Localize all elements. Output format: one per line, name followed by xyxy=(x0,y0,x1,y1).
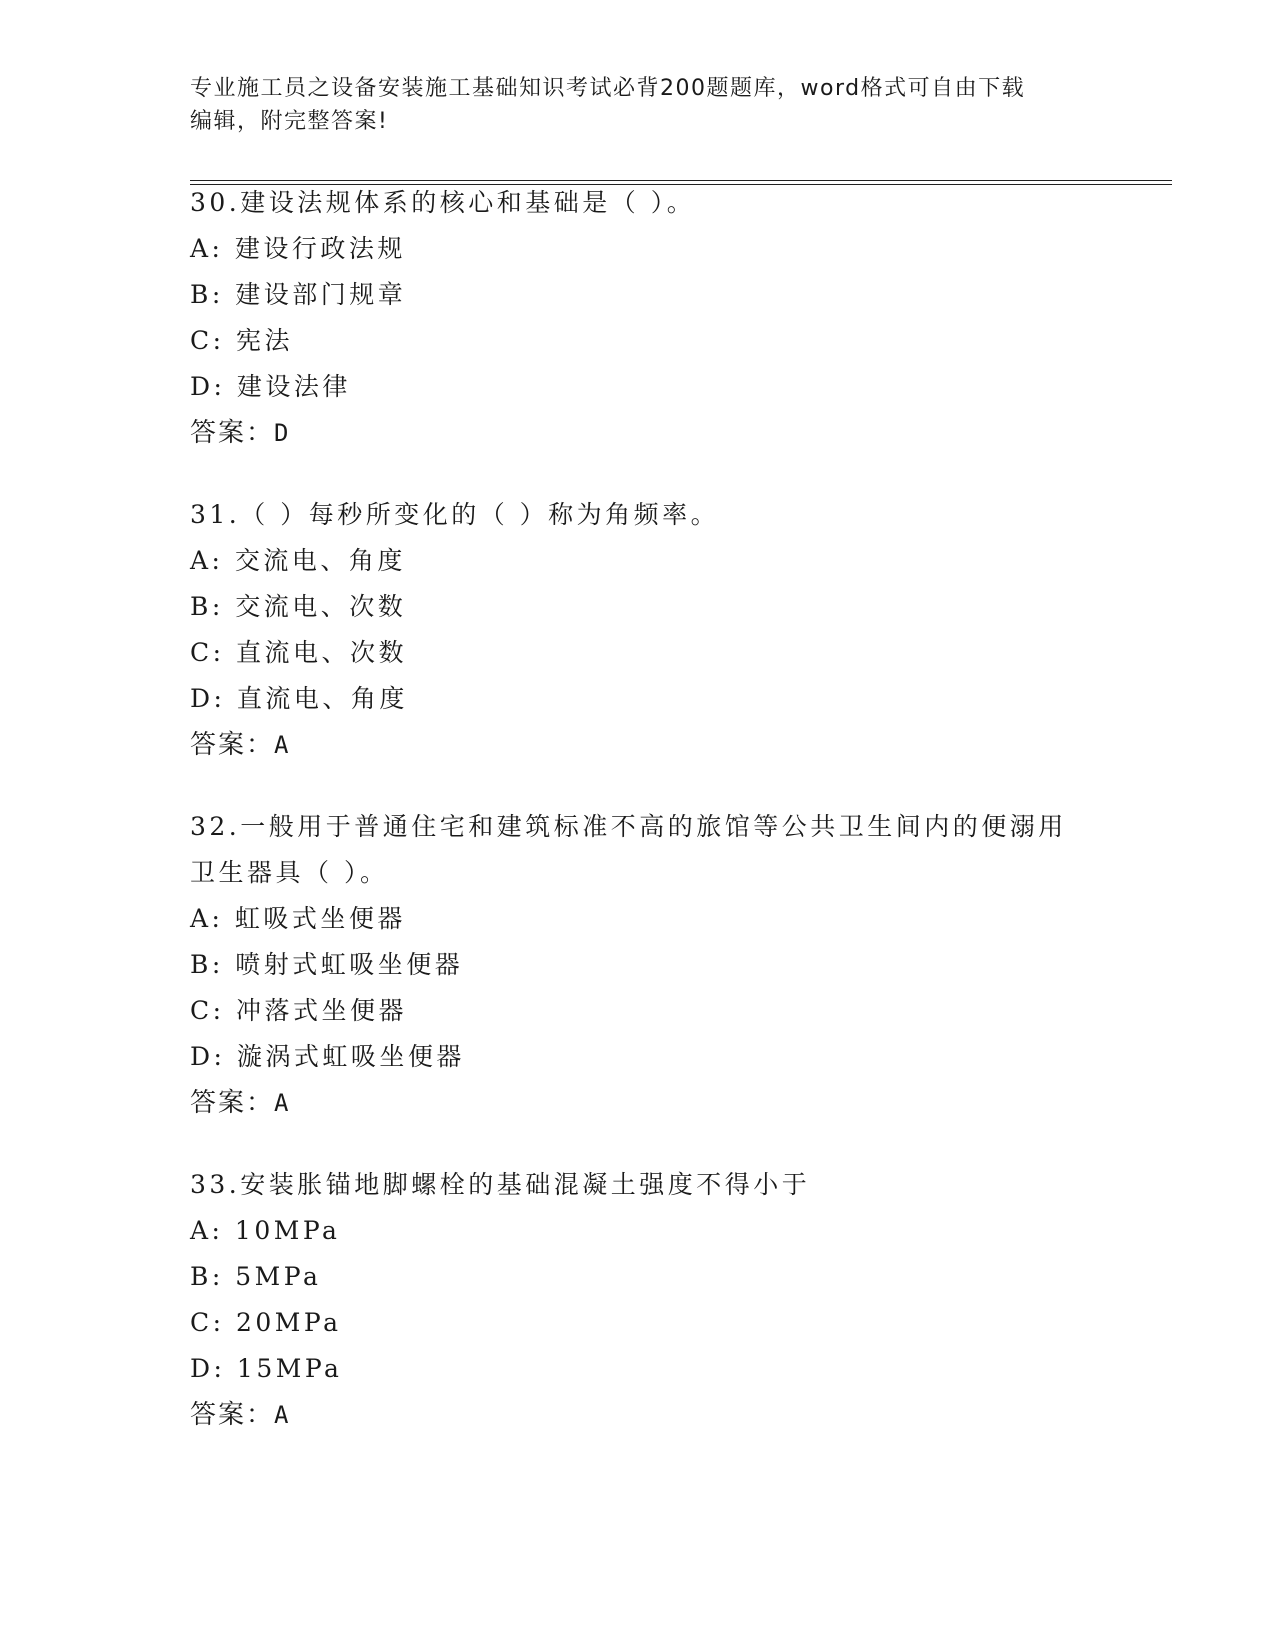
option-d: D: 直流电、角度 xyxy=(190,684,408,713)
question-30 xyxy=(190,180,1090,456)
option-c: C: 直流电、次数 xyxy=(190,638,407,667)
answer-value: A xyxy=(274,1089,291,1117)
option-b: B: 喷射式虹吸坐便器 xyxy=(190,950,464,979)
answer-label: 答案： xyxy=(190,730,275,760)
option-c: C: 冲落式坐便器 xyxy=(190,996,407,1025)
option-b: B: 建设部门规章 xyxy=(190,280,407,309)
option-a: A: 10MPa xyxy=(190,1216,341,1245)
answer-value: A xyxy=(274,1401,291,1429)
document-title: 专业施工员之设备安装施工基础知识考试必背200题题库，word格式可自由下载 编辑，附完整答案! xyxy=(190,76,1026,134)
question-text: 32.一般用于普通住宅和建筑标准不高的旅馆等公共卫生间内的便溺用 卫生器具（ ）。 xyxy=(190,812,1067,887)
answer-label: 答案： xyxy=(190,418,275,448)
option-b: B: 5MPa xyxy=(190,1262,322,1291)
question-text: 33.安装胀锚地脚螺栓的基础混凝土强度不得小于 xyxy=(190,1170,811,1199)
question-text: 30.建设法规体系的核心和基础是（ ）。 xyxy=(190,188,696,217)
question-text: 31.（ ）每秒所变化的（ ）称为角频率。 xyxy=(190,500,720,529)
option-a: A: 建设行政法规 xyxy=(190,234,406,263)
option-b: B: 交流电、次数 xyxy=(190,592,407,621)
answer-value: A xyxy=(274,731,291,759)
option-a: A: 交流电、角度 xyxy=(190,546,406,575)
question-33 xyxy=(190,1162,1090,1438)
answer-label: 答案： xyxy=(190,1088,275,1118)
option-d: D: 建设法律 xyxy=(190,372,351,401)
answer-label: 答案： xyxy=(190,1400,275,1430)
answer-line xyxy=(190,1080,1090,1126)
option-a: A: 虹吸式坐便器 xyxy=(190,904,406,933)
answer-line xyxy=(190,1392,1090,1438)
option-c: C: 宪法 xyxy=(190,326,293,355)
answer-value: D xyxy=(274,419,291,447)
option-d: D: 漩涡式虹吸坐便器 xyxy=(190,1042,465,1071)
answer-line xyxy=(190,410,1090,456)
question-32 xyxy=(190,804,1090,1126)
question-31 xyxy=(190,492,1090,768)
option-c: C: 20MPa xyxy=(190,1308,342,1337)
option-d: D: 15MPa xyxy=(190,1354,343,1383)
answer-line xyxy=(190,722,1090,768)
